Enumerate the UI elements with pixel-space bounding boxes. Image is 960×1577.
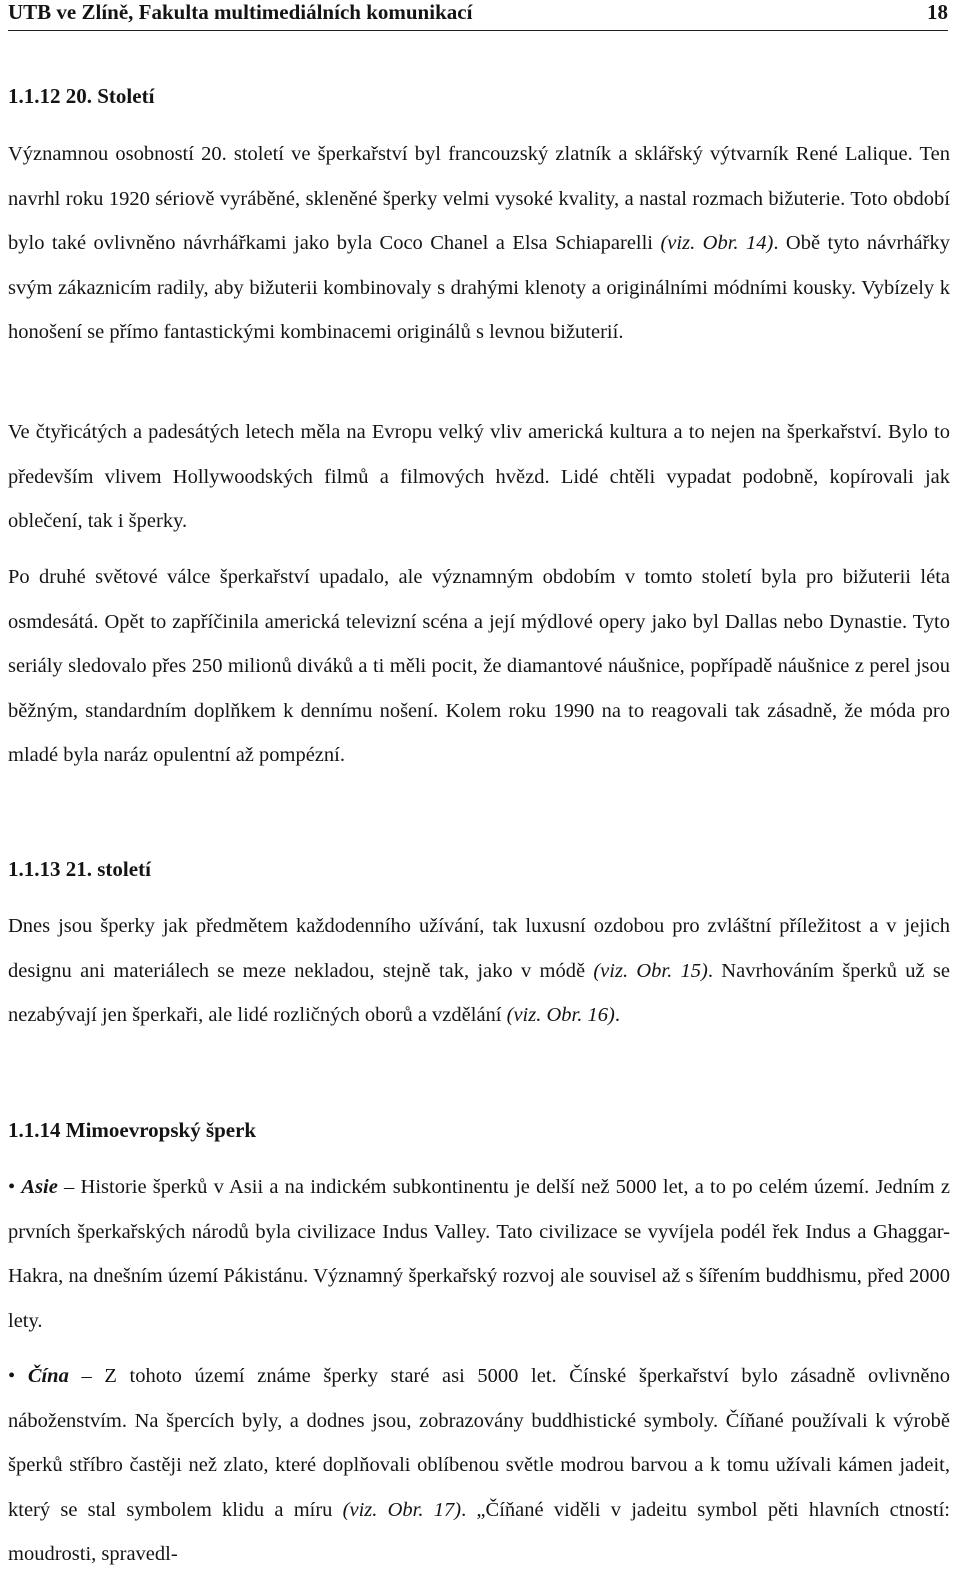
page-number: 18 bbox=[927, 0, 948, 24]
paragraph-21st-century bbox=[8, 904, 950, 1038]
paragraph-text: . Navrhováním šperků už se nezabývají jen šperkaři, ale lidé rozličných oborů a vzdělání bbox=[8, 959, 950, 1027]
figure-reference: (viz. Obr. 15) bbox=[593, 959, 708, 982]
page-header bbox=[8, 0, 948, 31]
paragraph-lalique bbox=[8, 132, 950, 355]
paragraph-forties-fifties: Ve čtyřicátých a padesátých letech měla na Evropu velký vliv americká kultura a to nejen na šperkařství. Bylo to především vlivem Hollywoodských filmů a filmových hvězd. Lidé chtěli vypadat podobně, kopírovali jak oblečení, tak i šperky. bbox=[8, 421, 950, 533]
list-term-asia: Asie bbox=[21, 1176, 58, 1198]
paragraph-text: . bbox=[614, 1004, 620, 1027]
paragraph-text: – Z tohoto území známe šperky staré asi 5000 let. Čínské šperkařství bylo zásadně ovlivněno náboženstvím. Na špercích byly, a dodnes jsou, zobrazovány buddhistické symboly. Číňané používali k výrobě šperků stříbro častěji než zlato, které doplňovali oblíbenou světle modrou barvou a k tomu užívali kámen jadeit, který se stal symbolem klidu a míru bbox=[8, 1365, 950, 1521]
list-item-asia bbox=[8, 1165, 950, 1343]
section-heading-non-european: 1.1.14 Mimoevropský šperk bbox=[8, 1118, 257, 1142]
paragraph-text: . „Číňané viděli v jadeitu symbol pěti hlavních ctností: moudrosti, spravedl- bbox=[8, 1498, 950, 1566]
paragraph-text: – Historie šperků v Asii a na indickém subkontinentu je delší než 5000 let, a to po celém území. Jedním z prvních šperkařských národů byla civilizace Indus Valley. Tato civilizace se vyvíjela podél řek Indus a Ghaggar-Hakra, na dnešním území Pákistánu. Významný šperkařský rozvoj ale souvisel až s šířením buddhismu, před 2000 lety. bbox=[8, 1176, 950, 1332]
figure-reference: (viz. Obr. 14) bbox=[660, 232, 774, 255]
list-term-china: Čína bbox=[27, 1365, 69, 1387]
list-item-china bbox=[8, 1354, 950, 1577]
bullet: • bbox=[8, 1176, 22, 1198]
figure-reference: (viz. Obr. 16) bbox=[506, 1004, 615, 1027]
bullet: • bbox=[8, 1365, 28, 1387]
paragraph-text: . Obě tyto návrhářky svým zákaznicím radily, aby bižuterii kombinovaly s drahými klenoty a originálními módními kousky. Vybízely k honošení se přímo fantastickými kombinacemi originálů s levnou bižuterií. bbox=[8, 232, 950, 344]
paragraph-eighties: Po druhé světové válce šperkařství upadalo, ale významným obdobím v tomto století byla pro bižuterii léta osmdesátá. Opět to zapříčinila americká televizní scéna a její mýdlové opery jako byl Dallas nebo Dynastie. Tyto seriály sledovalo přes 250 milionů diváků a ti měli pocit, že diamantové náušnice, popřípadě náušnice z perel jsou běžným, standardním doplňkem k dennímu nošení. Kolem roku 1990 na to reagovali tak zásadně, že móda pro mladé byla naráz opulentní až pompézní. bbox=[8, 566, 950, 767]
paragraph-text: Významnou osobností 20. století ve šperkařství byl francouzský zlatník a sklářský výtvarník René Lalique. Ten navrhl roku 1920 sériově vyráběné, skleněné šperky velmi vysoké kvality, a nastal rozmach bižuterie. Toto období bylo také ovlivněno návrhářkami jako byla Coco Chanel a Elsa Schiaparelli bbox=[8, 143, 950, 255]
section-heading-20th-century: 1.1.12 20. Století bbox=[8, 84, 155, 108]
paragraph-text: Dnes jsou šperky jak předmětem každodenního užívání, tak luxusní ozdobou pro zvláštní příležitost a v jejich designu ani materiálech se meze nekladou, stejně tak, jako v módě bbox=[8, 915, 950, 982]
section-heading-21st-century: 1.1.13 21. století bbox=[8, 857, 151, 881]
figure-reference: (viz. Obr. 17) bbox=[342, 1498, 462, 1521]
header-title: UTB ve Zlíně, Fakulta multimediálních komunikací bbox=[8, 0, 473, 24]
